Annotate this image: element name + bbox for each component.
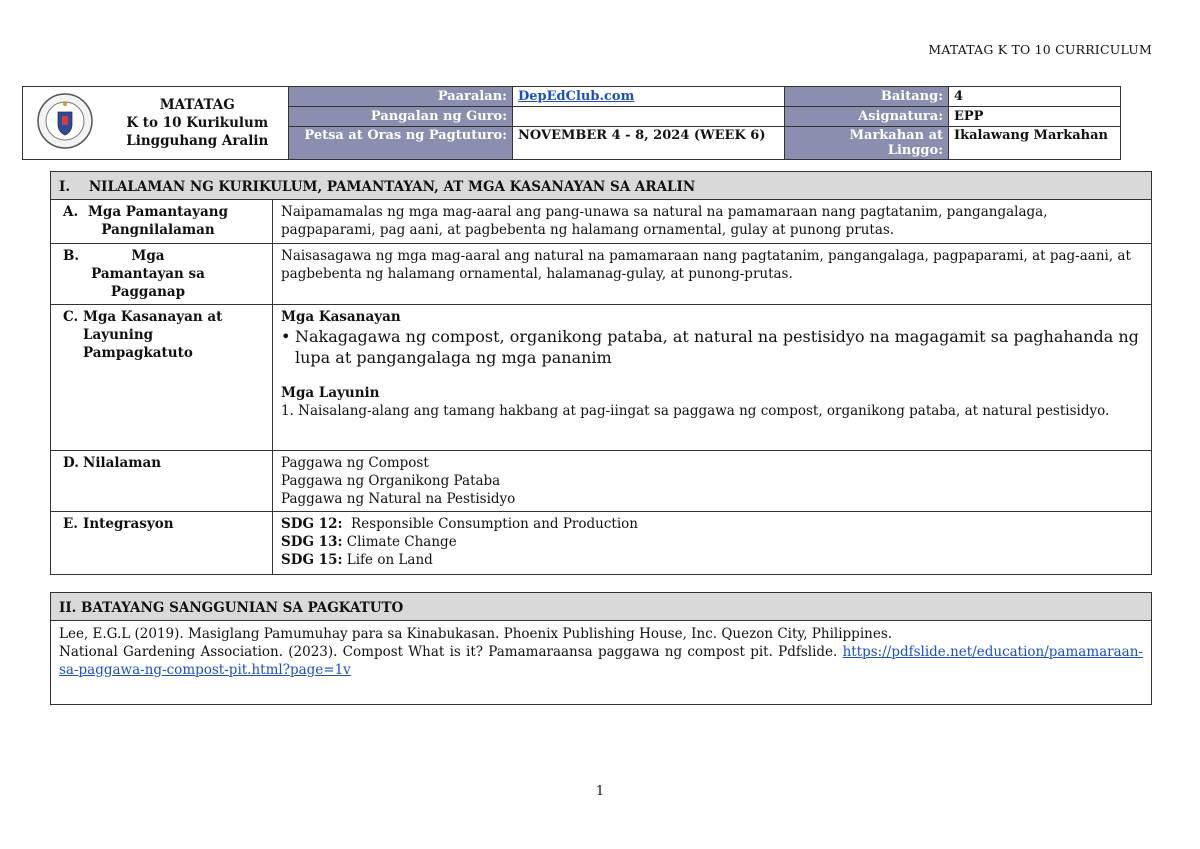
row-c-num: C. [63,309,79,325]
row-b-num: B. [63,248,80,264]
guro-label: Pangalan ng Guro: [289,107,513,127]
sdg-text: Responsible Consumption and Production [342,516,638,532]
deped-seal-icon [36,92,94,150]
row-d-text: Nilalaman [83,455,162,471]
section-2-table [50,592,1152,705]
row-d-label [51,451,273,512]
row-c-label [51,305,273,451]
sdg-item [281,551,1143,569]
row-e-text: Integrasyon [83,516,174,532]
section-1-heading: I. NILALAMAN NG KURIKULUM, PAMANTAYAN, AT MGA KASANAYAN SA ARALIN [51,172,1152,200]
row-a-content: Naipamamalas ng mga mag-aaral ang pang-unawa sa natural na pamamaraan nang pagtatanim, pangangalaga, pagpaparami, pag aani, at pagbebenta ng halamang ornamental, gulay at punong prutas. [273,200,1152,244]
reference-2 [59,643,1143,679]
lesson-title [107,87,289,160]
lesson-header-table [22,86,1121,160]
paaralan-label: Paaralan: [289,87,513,107]
paaralan-link[interactable]: DepEdClub.com [518,89,635,104]
markahan-label: Markahan at Linggo: [785,127,949,160]
title-line-1: MATATAG [159,97,235,113]
title-line-2: K to 10 Kurikulum [126,115,269,131]
baitang-label: Baitang: [785,87,949,107]
sdg-item [281,515,1143,533]
kasanayan-heading: Mga Kasanayan [281,309,401,325]
layunin-item: 1. Naisalang-alang ang tamang hakbang at pag-iingat sa paggawa ng compost, organikong pataba, at natural pestisidyo. [281,403,1110,419]
sdg-text: Life on Land [342,552,433,568]
sdg-code: SDG 12: [281,516,343,532]
markahan-value: Ikalawang Markahan [949,127,1121,160]
row-d-content [273,451,1152,512]
logo-cell [23,87,107,160]
row-b-text: Mga Pamantayan sa Pagganap [91,248,205,300]
sdg-code: SDG 13: [281,534,343,550]
row-e-num: E. [63,516,78,532]
section-2-heading: II. BATAYANG SANGGUNIAN SA PAGKATUTO [51,593,1152,621]
baitang-value: 4 [949,87,1121,107]
row-c-content [273,305,1152,451]
row-d-num: D. [63,455,79,471]
nilalaman-line-2: Paggawa ng Organikong Pataba [281,473,501,489]
running-header: MATATAG K TO 10 CURRICULUM [928,42,1152,57]
page-number: 1 [595,784,605,799]
references [51,621,1152,705]
petsa-label: Petsa at Oras ng Pagtuturo: [289,127,513,160]
row-a-num: A. [63,204,79,220]
guro-value [513,107,785,127]
row-b-label [51,244,273,305]
row-b-content: Naisasagawa ng mga mag-aaral ang natural na pamamaraan nang pagtatanim, pangangalaga, pagpaparami, at pag-aani, at pagbebenta ng halamang ornamental, halamanag-gulay, at punong-prutas. [273,244,1152,305]
row-e-label [51,512,273,575]
reference-2-link[interactable]: https://pdfslide.net/education/pamamaraan-sa-paggawa-ng-compost-pit.html?page=1v [59,644,1143,678]
sdg-code: SDG 15: [281,552,343,568]
nilalaman-line-3: Paggawa ng Natural na Pestisidyo [281,491,516,507]
asignatura-label: Asignatura: [785,107,949,127]
kasanayan-item [281,326,1143,368]
row-a-text: Mga Pamantayang Pangnilalaman [87,204,229,238]
bullet-icon: • [281,327,291,346]
row-a-label [51,200,273,244]
row-c-text: Mga Kasanayan at Layuning Pampagkatuto [83,309,223,361]
reference-1: Lee, E.G.L (2019). Masiglang Pamumuhay para sa Kinabukasan. Phoenix Publishing House, Inc. Quezon City, Philippines. [59,626,893,642]
nilalaman-line-1: Paggawa ng Compost [281,455,429,471]
petsa-value: NOVEMBER 4 - 8, 2024 (WEEK 6) [513,127,785,160]
title-line-3: Lingguhang Aralin [126,133,269,149]
section-1-table [50,171,1152,575]
kasanayan-text: Nakagagawa ng compost, organikong pataba, at natural na pestisidyo na magagamit sa paghahanda ng lupa at pangangalaga ng mga pananim [295,327,1139,367]
layunin-heading: Mga Layunin [281,385,380,401]
sdg-item [281,533,1143,551]
paaralan-value [513,87,785,107]
asignatura-value: EPP [949,107,1121,127]
row-e-content [273,512,1152,575]
reference-2-text: National Gardening Association. (2023). Compost What is it? Pamamaraansa paggawa ng compost pit. Pdfslide. [59,644,843,660]
sdg-text: Climate Change [342,534,457,550]
